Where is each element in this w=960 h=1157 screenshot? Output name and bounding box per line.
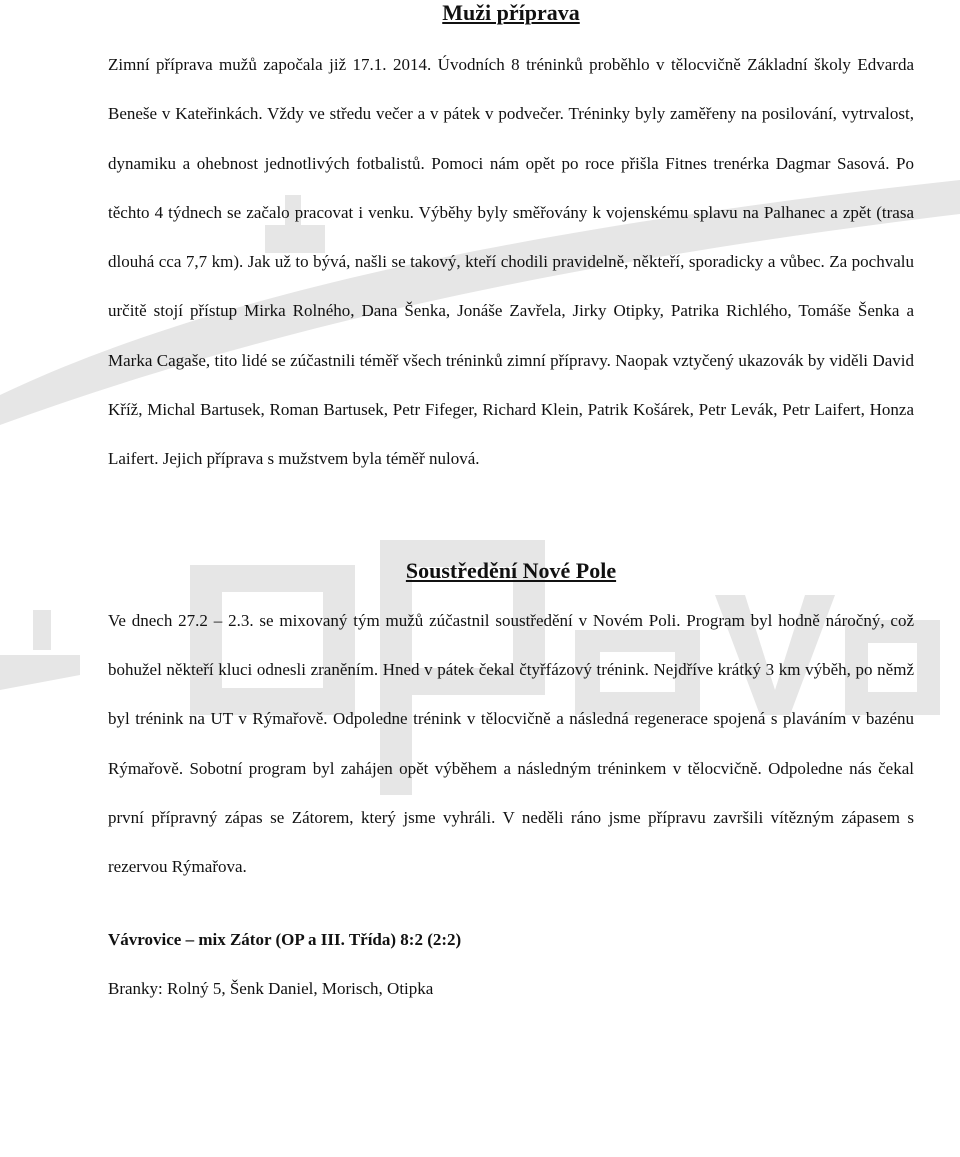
training-camp-paragraph: Ve dnech 27.2 – 2.3. se mixovaný tým mužů zúčastnil soustředění v Novém Poli. Program byl hodně náročný, což bohužel někteří kluci odnesli zraněním. Hned v pátek čekal čtyřfázový trénink. Nejdříve krátký 3 km výběh, po němž byl trénink na UT v Rýmařově. Odpoledne trénink v tělocvičně a následná regenerace spojená s plaváním v bazénu Rýmařově. Sobotní program byl zahájen opět výběhem a následným tréninkem v tělocvičně. Odpoledne nás čekal první přípravný zápas se Zátorem, který jsme vyhráli. V neděli ráno jsme přípravu završili vítězným zápasem s rezervou Rýmařova. bbox=[108, 610, 914, 877]
section-title-men-preparation: Muži příprava bbox=[442, 0, 580, 25]
document-page bbox=[108, 0, 914, 1001]
left-emblem-shape bbox=[0, 655, 80, 690]
section-title-training-camp: Soustředění Nové Pole bbox=[405, 557, 617, 583]
match-result-block bbox=[108, 928, 914, 1001]
match-title: Vávrovice – mix Zátor (OP a III. Třída) 8:2 (2:2) bbox=[108, 930, 462, 950]
match-scorers: Branky: Rolný 5, Šenk Daniel, Morisch, Otipka bbox=[108, 979, 434, 999]
men-preparation-paragraph: Zimní příprava mužů započala již 17.1. 2014. Úvodních 8 tréninků proběhlo v tělocvičně Základní školy Edvarda Beneše v Kateřinkách. Vždy ve středu večer a v pátek v podvečer. Tréninky byly zaměřeny na posilování, vytrvalost, dynamiku a ohebnost jednotlivých fotbalistů. Pomoci nám opět po roce přišla Fitnes trenérka Dagmar Sasová. Po těchto 4 týdnech se začalo pracovat i venku. Výběhy byly směřovány k vojenskému splavu na Palhanec a zpět (trasa dlouhá cca 7,7 km). Jak už to bývá, našli se takový, kteří chodili pravidelně, někteří, sporadicky a vůbec. Za pochvalu určitě stojí přístup Mirka Rolného, Dana Šenka, Jonáše Zavřela, Jirky Otipky, Patrika Richlého, Tomáše Šenka a Marka Cagaše, tito lidé se zúčastnili téměř všech tréninků zimní přípravy. Naopak vztyčený ukazovák by viděli David Kříž, Michal Bartusek, Roman Bartusek, Petr Fifeger, Richard Klein, Patrik Košárek, Petr Levák, Petr Laifert, Honza Laifert. Jejich příprava s mužstvem byla téměř nulová. bbox=[108, 55, 914, 469]
